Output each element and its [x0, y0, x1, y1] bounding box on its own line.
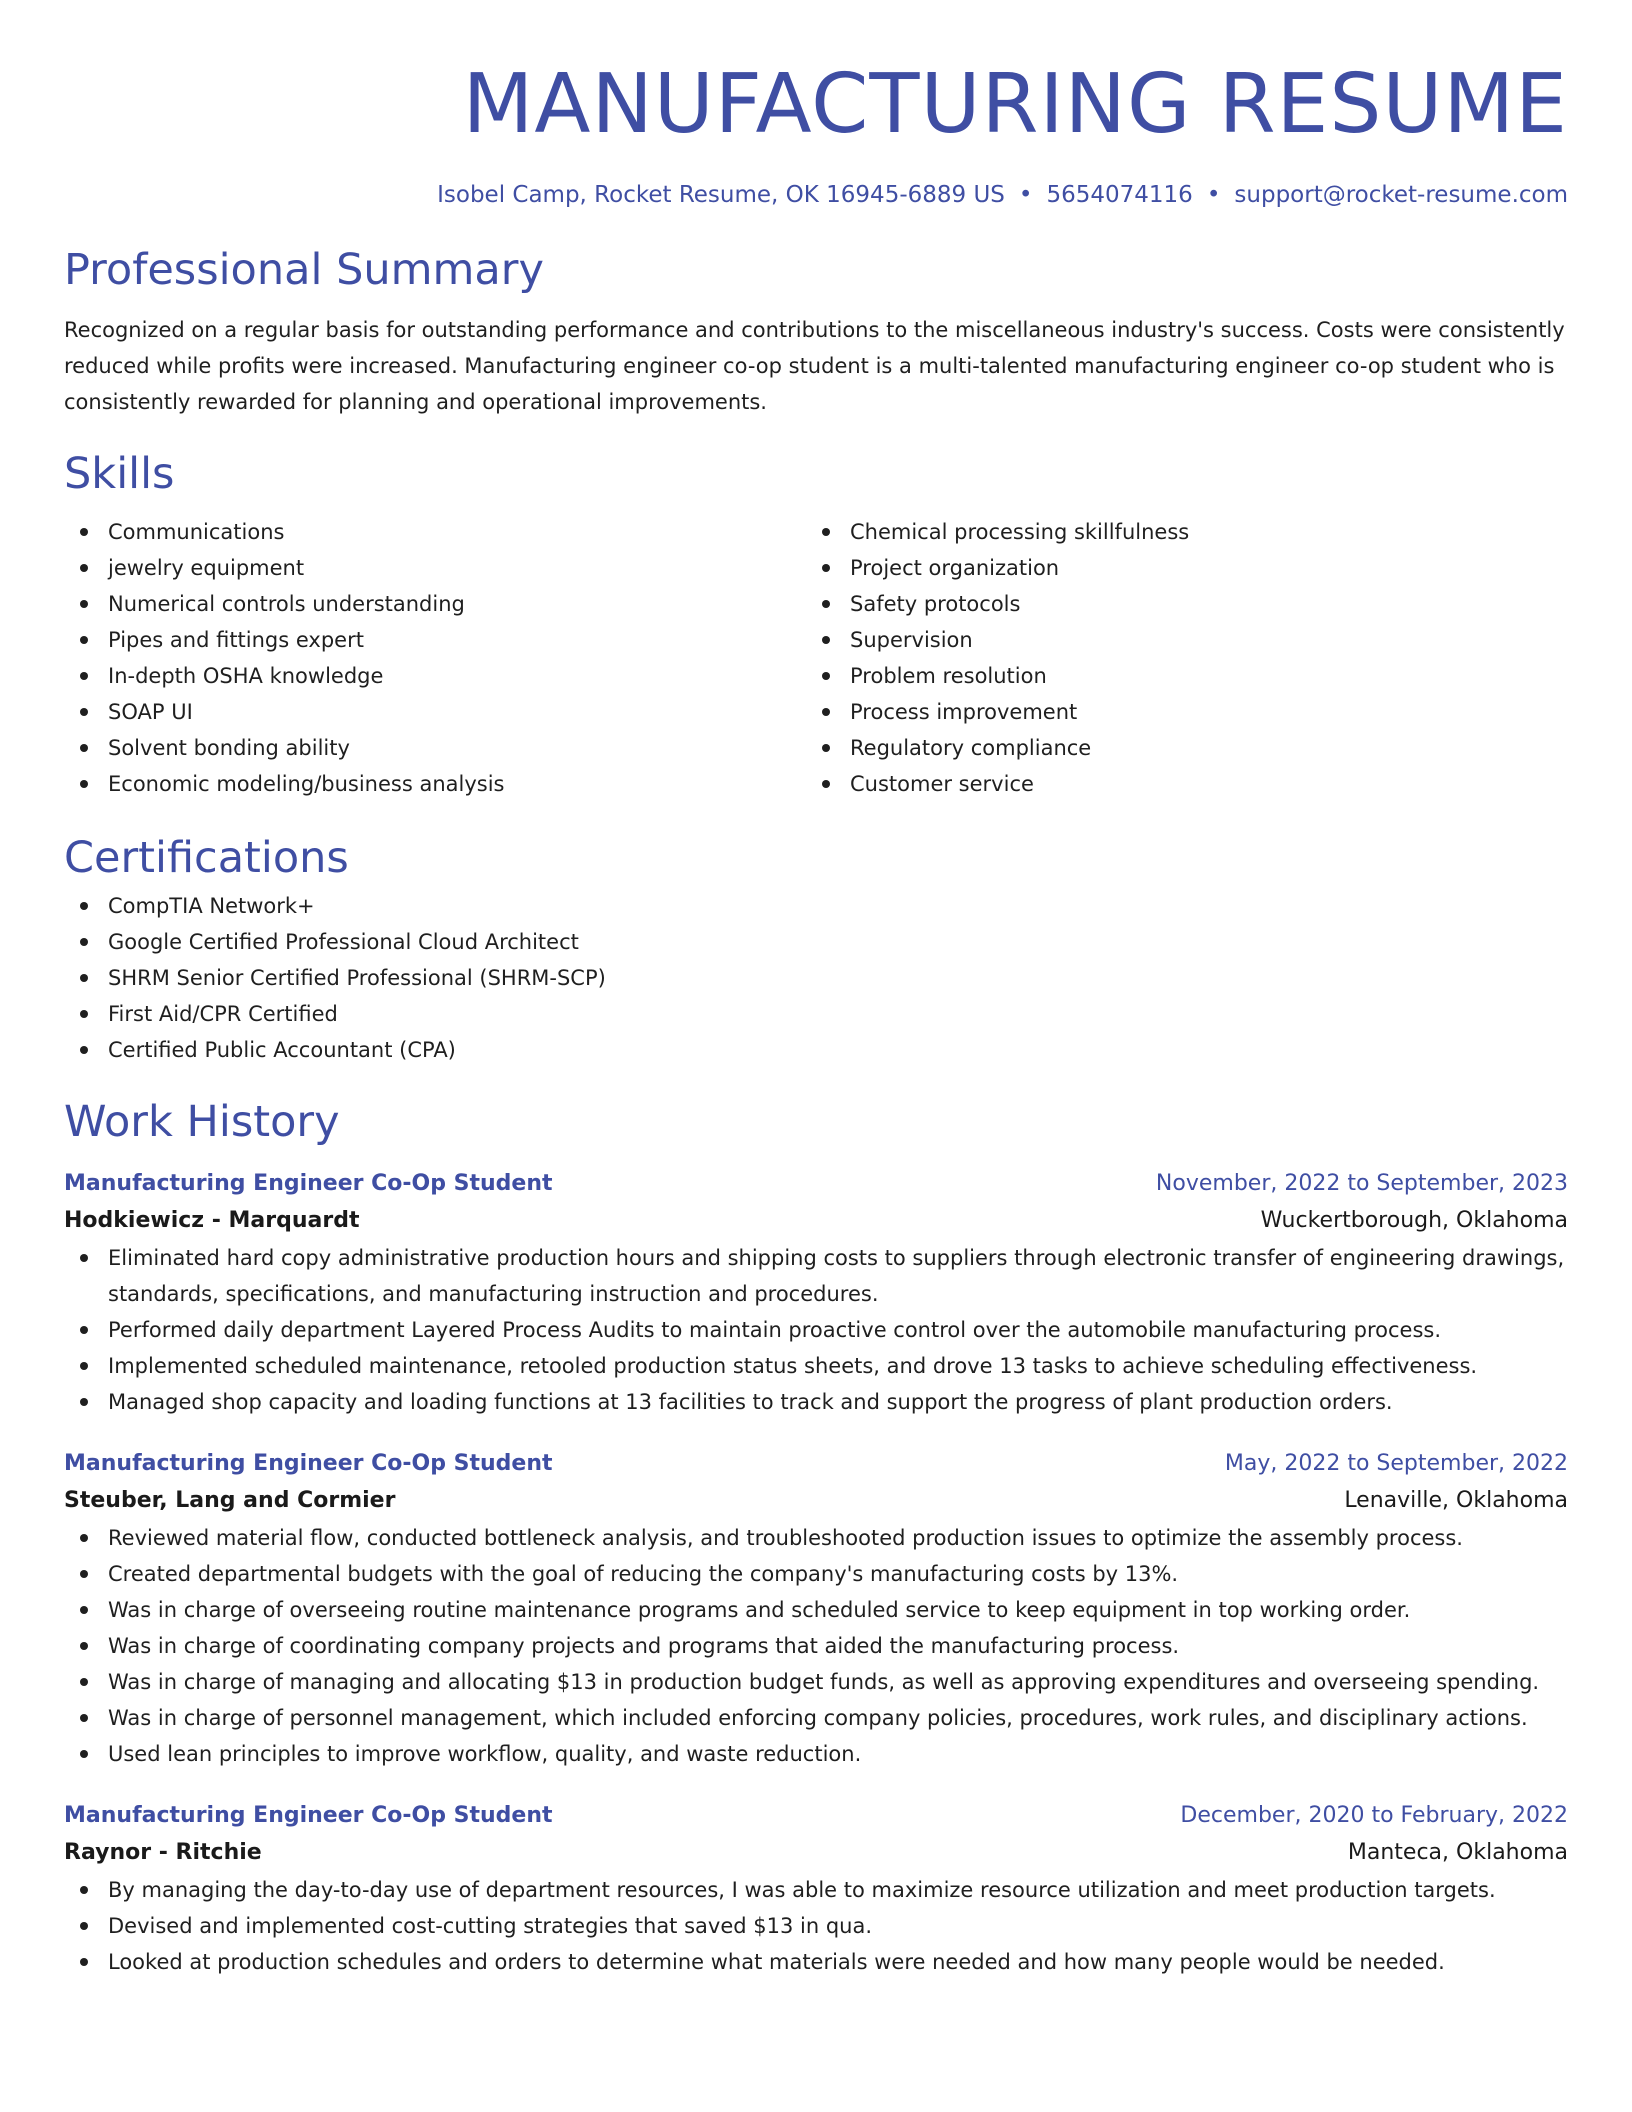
certification-item: CompTIA Network+ [64, 888, 1568, 924]
skill-item: Chemical processing skillfulness [806, 514, 1548, 550]
job-company-row [64, 1482, 1568, 1520]
certification-item: Google Certified Professional Cloud Architect [64, 924, 1568, 960]
job-company-row [64, 1202, 1568, 1240]
job-bullet: Devised and implemented cost-cutting strategies that saved $13 in qua. [64, 1908, 1568, 1944]
job-entry [64, 1446, 1568, 1772]
job-header-row [64, 1446, 1568, 1482]
job-dates: November, 2022 to September, 2023 [1155, 1171, 1568, 1196]
job-bullet: Eliminated hard copy administrative production hours and shipping costs to suppliers through electronic transfer of engineering drawings, standards, specifications, and manufacturing instruction and procedures. [64, 1240, 1568, 1312]
job-bullets [64, 1240, 1568, 1420]
skill-item: SOAP UI [64, 694, 806, 730]
work-history-heading: Work History [64, 1097, 340, 1147]
job-bullet: Created departmental budgets with the goal of reducing the company's manufacturing costs by 13%. [64, 1556, 1568, 1592]
job-bullet: Implemented scheduled maintenance, retooled production status sheets, and drove 13 tasks to achieve scheduling effectiveness. [64, 1348, 1568, 1384]
document-title: MANUFACTURING RESUME [462, 57, 1568, 152]
summary-text: Recognized on a regular basis for outstanding performance and contributions to the miscellaneous industry's success. Costs were consistently reduced while profits were increased. Manufacturing engineer co-op student is a multi-talented manufacturing engineer co-op student who is consistently rewarded for planning and operational improvements. [64, 318, 1565, 414]
job-header-row [64, 1798, 1568, 1834]
job-bullet: Looked at production schedules and orders to determine what materials were needed and how many people would be needed. [64, 1944, 1568, 1980]
skill-item: Economic modeling/business analysis [64, 766, 806, 802]
skill-item: Solvent bonding ability [64, 730, 806, 766]
job-company-row [64, 1834, 1568, 1872]
job-bullet: Managed shop capacity and loading functions at 13 facilities to track and support the progress of plant production orders. [64, 1384, 1568, 1420]
job-bullet: Was in charge of overseeing routine maintenance programs and scheduled service to keep equipment in top working order. [64, 1592, 1568, 1628]
certifications-heading: Certifications [64, 833, 349, 883]
skill-item: Numerical controls understanding [64, 586, 806, 622]
contact-separator: • [1206, 182, 1221, 208]
job-bullet: Was in charge of personnel management, which included enforcing company policies, procedures, work rules, and disciplinary actions. [64, 1700, 1568, 1736]
skill-item: Customer service [806, 766, 1548, 802]
skill-item: Communications [64, 514, 806, 550]
skill-item: Pipes and fittings expert [64, 622, 806, 658]
skills-left-list [64, 514, 806, 802]
job-bullet: Performed daily department Layered Process Audits to maintain proactive control over the automobile manufacturing process. [64, 1312, 1568, 1348]
summary-heading: Professional Summary [64, 245, 544, 295]
skills-right-list [806, 514, 1548, 802]
job-entry [64, 1166, 1568, 1420]
certification-item: SHRM Senior Certified Professional (SHRM-SCP) [64, 960, 1568, 996]
certification-item: First Aid/CPR Certified [64, 996, 1568, 1032]
job-bullet: Reviewed material flow, conducted bottleneck analysis, and troubleshooted production issues to optimize the assembly process. [64, 1520, 1568, 1556]
skill-item: In-depth OSHA knowledge [64, 658, 806, 694]
job-bullets [64, 1520, 1568, 1772]
job-header-row [64, 1166, 1568, 1202]
contact-separator: • [1018, 182, 1033, 208]
contact-email: support@rocket-resume.com [1234, 182, 1568, 208]
certification-item: Certified Public Accountant (CPA) [64, 1032, 1568, 1068]
job-company: Raynor - Ritchie [64, 1840, 262, 1865]
job-bullet: By managing the day-to-day use of department resources, I was able to maximize resource utilization and meet production targets. [64, 1872, 1568, 1908]
job-bullet: Was in charge of coordinating company projects and programs that aided the manufacturing process. [64, 1628, 1568, 1664]
contact-line [64, 178, 1568, 212]
skill-item: Safety protocols [806, 586, 1548, 622]
skills-grid [64, 514, 1568, 802]
job-entry [64, 1798, 1568, 1980]
skill-item: jewelry equipment [64, 550, 806, 586]
job-dates: May, 2022 to September, 2022 [1224, 1451, 1568, 1476]
skill-item: Project organization [806, 550, 1548, 586]
contact-phone: 5654074116 [1046, 182, 1193, 208]
contact-address: Isobel Camp, Rocket Resume, OK 16945-6889 US [437, 182, 1005, 208]
job-company: Hodkiewicz - Marquardt [64, 1208, 360, 1233]
job-title: Manufacturing Engineer Co-Op Student [64, 1803, 553, 1828]
job-title: Manufacturing Engineer Co-Op Student [64, 1171, 553, 1196]
job-title: Manufacturing Engineer Co-Op Student [64, 1451, 553, 1476]
job-location: Lenaville, Oklahoma [1344, 1488, 1568, 1513]
skill-item: Supervision [806, 622, 1548, 658]
job-location: Wuckertborough, Oklahoma [1260, 1208, 1568, 1233]
job-location: Manteca, Oklahoma [1347, 1840, 1568, 1865]
job-dates: December, 2020 to February, 2022 [1180, 1803, 1568, 1828]
job-bullet: Used lean principles to improve workflow, quality, and waste reduction. [64, 1736, 1568, 1772]
job-bullet: Was in charge of managing and allocating $13 in production budget funds, as well as approving expenditures and overseeing spending. [64, 1664, 1568, 1700]
skill-item: Problem resolution [806, 658, 1548, 694]
job-bullets [64, 1872, 1568, 1980]
job-company: Steuber, Lang and Cormier [64, 1488, 396, 1513]
skills-heading: Skills [64, 449, 175, 499]
skill-item: Regulatory compliance [806, 730, 1548, 766]
skill-item: Process improvement [806, 694, 1548, 730]
certifications-list [64, 888, 1568, 1068]
